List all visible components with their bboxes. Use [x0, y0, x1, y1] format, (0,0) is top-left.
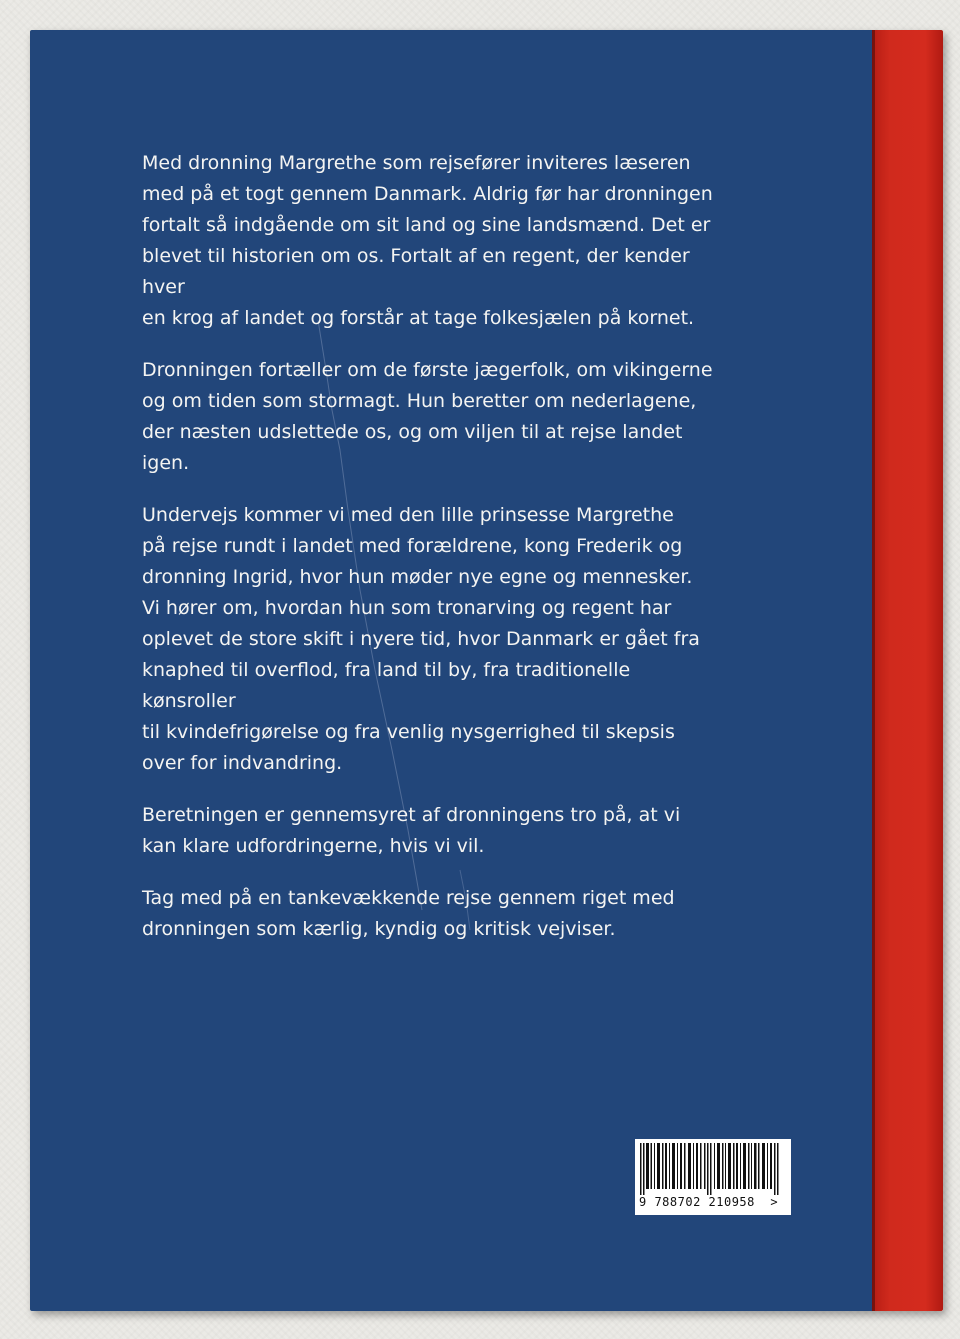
blurb-paragraph-5: Tag med på en tankevækkende rejse gennem riget med dronningen som kærlig, kyndig og kritisk vejviser.	[142, 887, 675, 940]
spine-hinge	[872, 30, 875, 1311]
isbn-number: 9 788702 210958 >	[639, 1195, 779, 1209]
blurb-paragraph-2: Dronningen fortæller om de første jægerfolk, om vikingerne og om tiden som stormagt. Hun beretter om nederlagene, der næsten udslettede os, og om viljen til at rejse landet igen.	[142, 359, 713, 474]
book	[30, 30, 943, 1311]
blurb-paragraph-1: Med dronning Margrethe som rejsefører inviteres læseren med på et togt gennem Danmark. Aldrig før har dronningen fortalt så indgående om sit land og sine landsmænd. Det er blevet til historien om os. Fortalt af en regent, der kender hver en krog af landet og forstår at tage folkesjælen på kornet.	[142, 152, 713, 329]
blurb-paragraph-3: Undervejs kommer vi med den lille prinsesse Margrethe på rejse rundt i landet med forældrene, kong Frederik og dronning Ingrid, hvor hun møder nye egne og mennesker. Vi hører om, hvordan hun som tronarving og regent har oplevet de store skift i nyere tid, hvor Danmark er gået fra knaphed til overflod, fra land til by, fra traditionelle kønsroller til kvindefrigørelse og fra venlig nysgerrighed til skepsis over for indvandring.	[142, 504, 700, 774]
barcode-bars	[637, 1143, 789, 1195]
red-spine	[872, 30, 943, 1311]
back-cover	[30, 30, 872, 1311]
blurb-text	[142, 148, 722, 966]
barcode	[635, 1139, 791, 1215]
blurb-paragraph-4: Beretningen er gennemsyret af dronningens tro på, at vi kan klare udfordringerne, hvis vi vil.	[142, 804, 681, 857]
